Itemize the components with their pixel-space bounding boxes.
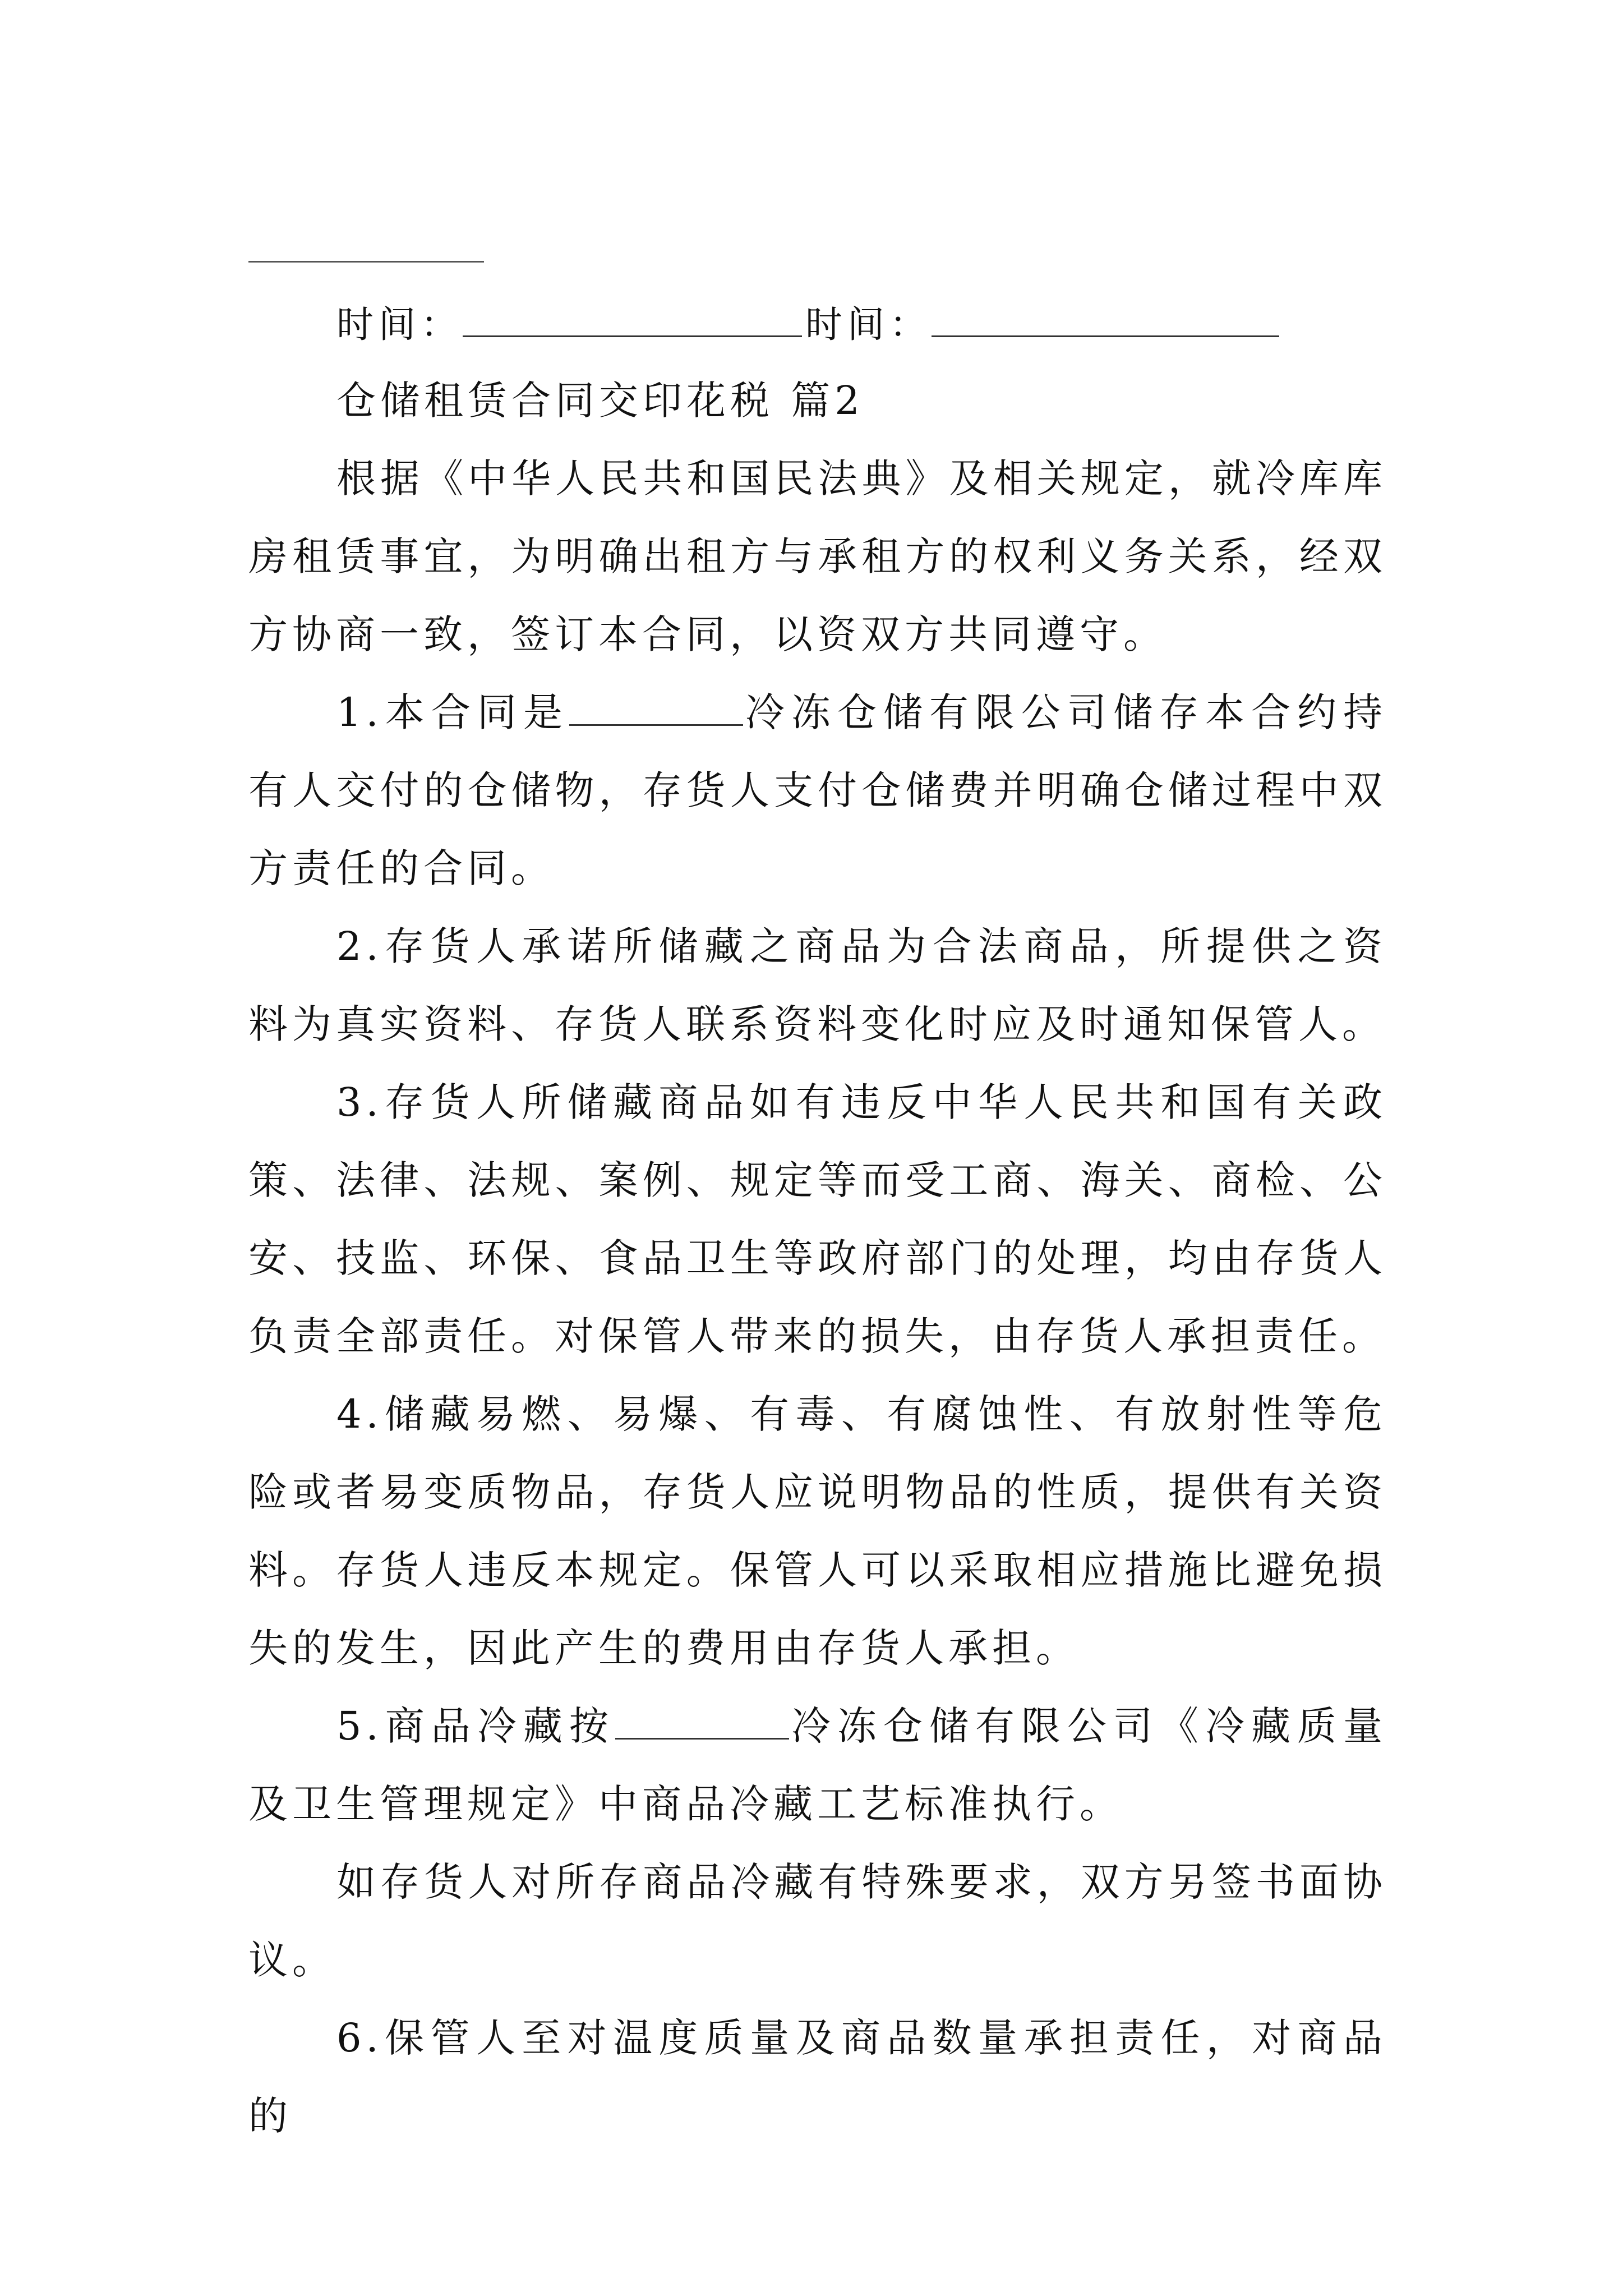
time-label-2: 时间： [805, 303, 932, 346]
clause-3: 3.存货人所储藏商品如有违反中华人民共和国有关政策、法律、法规、案例、规定等而受工商、海关、商检、公安、技监、环保、食品卫生等政府部门的处理，均由存货人负责全部责任。对保管人带来的损失，由存货人承担责任。 [248, 1079, 1387, 1359]
clause-1-blank [569, 693, 743, 726]
signature-time-row [336, 295, 1279, 362]
section-heading: 仓储租赁合同交印花税 篇2 [336, 378, 864, 424]
clause-5-blank [615, 1706, 789, 1740]
clause-5-note: 如存货人对所存商品冷藏有特殊要求，双方另签书面协议。 [248, 1859, 1387, 1983]
clause-1-start: 1.本合同是 [336, 689, 569, 735]
time-label-1: 时间： [336, 303, 463, 346]
clause-1-rest: 冷冻仓储有限公司储存本合约持有人交付的仓储物，存货人支付仓储费并明确仓储过程中双方责任的合同。 [248, 689, 1387, 891]
contract-body [248, 362, 1387, 2155]
clause-4: 4.储藏易燃、易爆、有毒、有腐蚀性、有放射性等危险或者易变质物品，存货人应说明物品的性质，提供有关资料。存货人违反本规定。保管人可以采取相应措施比避免损失的发生，因此产生的费用由存货人承担。 [248, 1391, 1387, 1671]
clause-2: 2.存货人承诺所储藏之商品为合法商品，所提供之资料为真实资料、存货人联系资料变化时应及时通知保管人。 [248, 923, 1387, 1047]
top-divider-line [248, 261, 484, 263]
clause-1 [248, 674, 1387, 908]
time-blank-1 [463, 302, 802, 337]
intro-paragraph: 根据《中华人民共和国民法典》及相关规定，就冷库库房租赁事宜，为明确出租方与承租方的权利义务关系，经双方协商一致，签订本合同，以资双方共同遵守。 [248, 455, 1387, 657]
time-blank-2 [932, 302, 1279, 337]
clause-5-rest: 冷冻仓储有限公司《冷藏质量及卫生管理规定》中商品冷藏工艺标准执行。 [248, 1703, 1387, 1827]
clause-5-start: 5.商品冷藏按 [336, 1703, 615, 1749]
clause-6: 6.保管人至对温度质量及商品数量承担责任，对商品的 [248, 2015, 1387, 2139]
clause-5 [248, 1687, 1387, 1843]
